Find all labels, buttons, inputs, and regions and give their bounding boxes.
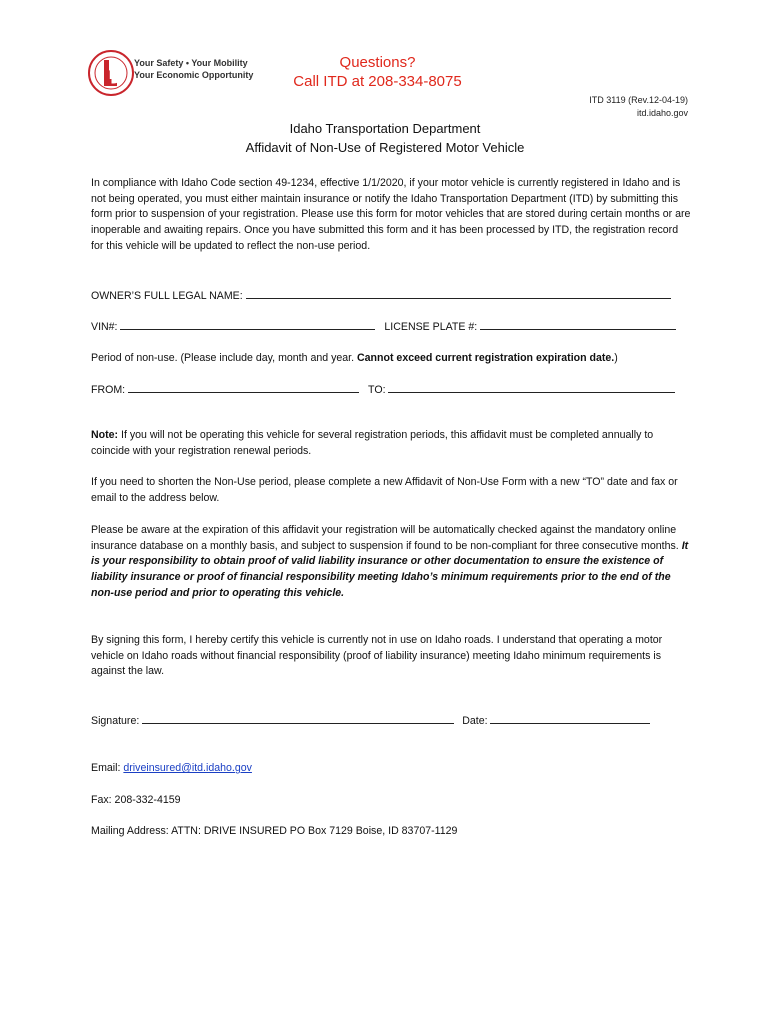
shorten-paragraph: If you need to shorten the Non-Use period, please complete a new Affidavit of Non-Use Form with a new “TO” date and fax or email to the address below.	[91, 476, 678, 504]
note-paragraph	[91, 428, 691, 459]
email-link[interactable]: driveinsured@itd.idaho.gov	[123, 762, 252, 774]
to-date-field[interactable]	[388, 381, 675, 393]
owner-name-label: OWNER’S FULL LEGAL NAME:	[91, 290, 243, 302]
awareness-text: Please be aware at the expiration of this affidavit your registration will be automatically checked against the mandatory online insurance database on a monthly basis, and subject to suspension if found to be non-compliant for three consecutive months.	[91, 524, 679, 552]
owner-name-row	[91, 287, 691, 304]
date-field[interactable]	[490, 712, 650, 724]
certify-paragraph: By signing this form, I hereby certify this vehicle is currently not in use on Idaho roads. I understand that operating a motor vehicle on Idaho roads without financial responsibility (proof of liability insurance) meeting Idaho minimum requirements is against the law.	[91, 634, 663, 678]
intro-paragraph: In compliance with Idaho Code section 49-1234, effective 1/1/2020, if your motor vehicle is currently registered in Idaho and is not being operated, you must either maintain insurance or notify the Idaho Transportation Department (ITD) by submitting this form prior to suspension of your registration. Please use this form for motor vehicles that are stored during certain months or are inoperable and awaiting repairs. Once you have submitted this form and it has been processed by ITD, the registration record for this vehicle will be updated to reflect the non-use period.	[91, 177, 691, 252]
period-text: Period of non-use. (Please include day, month and year.	[91, 352, 355, 364]
owner-name-field[interactable]	[246, 287, 671, 299]
form-number-block	[589, 94, 688, 120]
itd-badge-icon	[88, 48, 134, 98]
questions-callout	[270, 53, 485, 91]
license-plate-label: LICENSE PLATE #:	[384, 321, 478, 333]
form-number: ITD 3119 (Rev.12-04-19)	[589, 95, 688, 105]
from-to-row	[91, 381, 691, 398]
note-text: If you will not be operating this vehicle for several registration periods, this affidavit must be completed annually to coincide with your registration renewal periods.	[91, 429, 654, 457]
awareness-emphasis: It is your responsibility to obtain proof of valid liability insurance or other documentation to ensure the existence of liability insurance or proof of financial responsibility meeting Idaho’s minimum requirements prior to the end of the non-use period and prior to operating this vehicle.	[91, 539, 689, 599]
signature-field[interactable]	[142, 712, 454, 724]
signature-label: Signature:	[91, 715, 140, 727]
vin-plate-row	[91, 318, 691, 335]
logo-tagline-1: Your Safety • Your Mobility	[134, 58, 248, 68]
period-limit: Cannot exceed current registration expiration date.	[357, 352, 615, 364]
from-date-field[interactable]	[128, 381, 359, 393]
department-title: Idaho Transportation Department	[289, 121, 481, 136]
period-row	[91, 350, 691, 366]
vin-label: VIN#:	[91, 321, 118, 333]
itd-logo	[88, 48, 254, 100]
date-label: Date:	[462, 715, 488, 727]
to-label: TO:	[368, 384, 386, 396]
email-row	[91, 760, 691, 776]
license-plate-field[interactable]	[480, 318, 676, 330]
awareness-paragraph	[91, 523, 691, 602]
vin-field[interactable]	[120, 318, 375, 330]
note-label: Note:	[91, 429, 119, 441]
mailing-address: Mailing Address: ATTN: DRIVE INSURED PO Box 7129 Boise, ID 83707-1129	[91, 825, 458, 837]
from-label: FROM:	[91, 384, 126, 396]
form-website: itd.idaho.gov	[636, 108, 688, 118]
form-title: Affidavit of Non-Use of Registered Motor Vehicle	[245, 140, 525, 155]
signature-row	[91, 712, 691, 729]
questions-heading: Questions?	[339, 54, 416, 71]
svg-text:D: D	[109, 68, 118, 82]
fax-line: Fax: 208-332-4159	[91, 794, 181, 806]
email-label: Email:	[91, 762, 121, 774]
call-itd-phone: Call ITD at 208-334-8075	[293, 73, 462, 90]
period-end: )	[614, 352, 618, 364]
logo-tagline-2: Your Economic Opportunity	[134, 70, 254, 80]
